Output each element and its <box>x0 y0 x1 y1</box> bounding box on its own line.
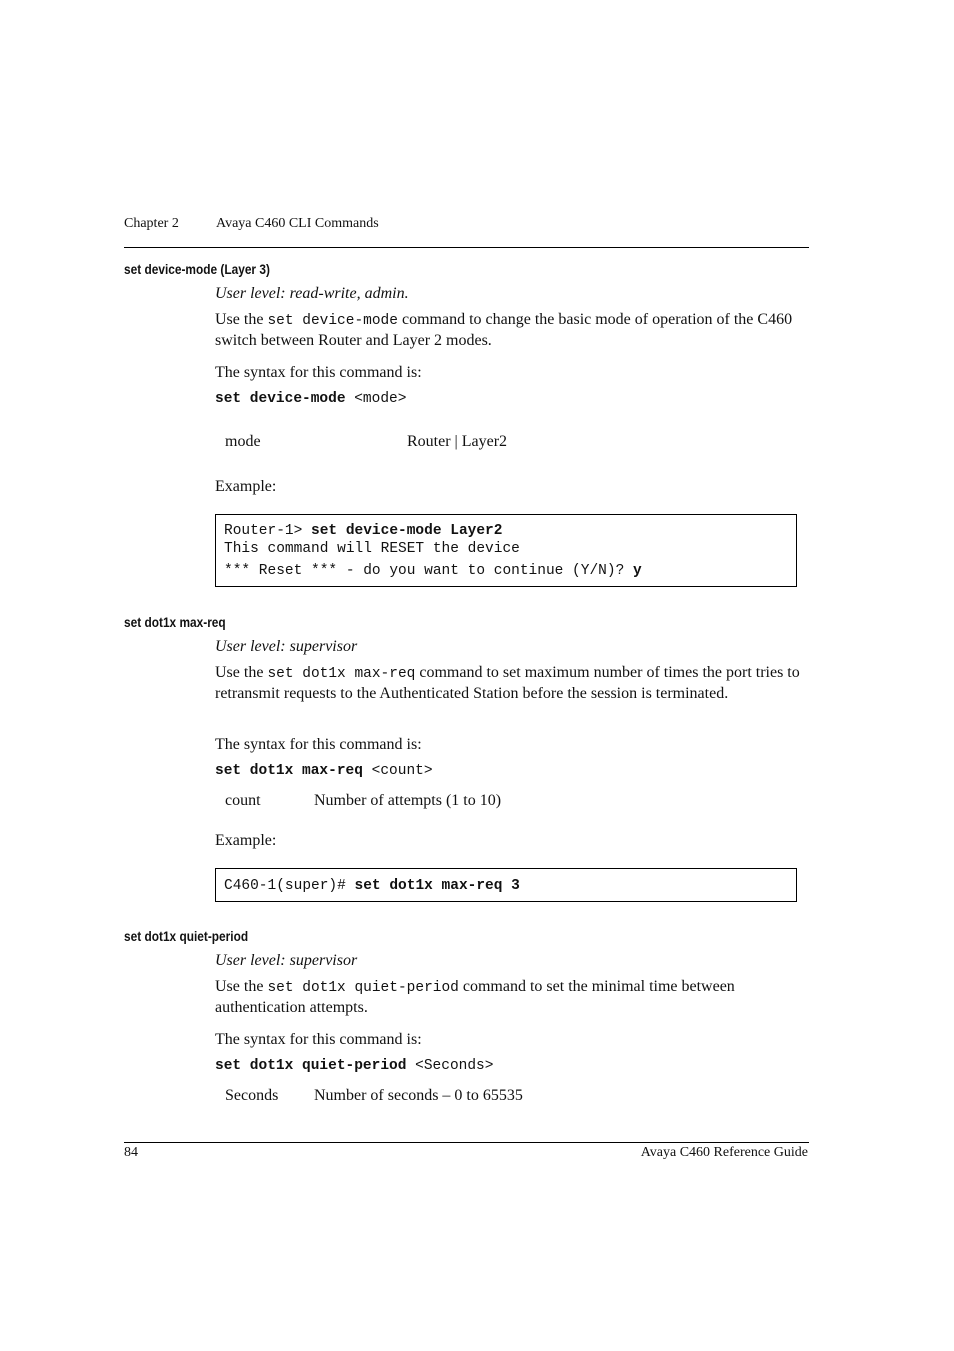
parameter-description: Number of attempts (1 to 10) <box>314 792 502 809</box>
code-answer: y <box>632 563 642 579</box>
description <box>215 663 809 703</box>
syntax-line <box>215 389 406 407</box>
description-text: Use the <box>215 311 268 328</box>
footer-rule <box>124 1142 809 1143</box>
page-number: 84 <box>124 1145 138 1160</box>
code-command: set device-mode Layer2 <box>311 523 503 539</box>
section-heading: set dot1x max-req <box>124 615 226 630</box>
syntax-intro: The syntax for this command is: <box>215 736 422 753</box>
description <box>215 310 809 350</box>
section-heading: set dot1x quiet-period <box>124 929 249 944</box>
syntax-line <box>215 761 433 779</box>
parameter-name: count <box>225 792 261 809</box>
section-heading: set device-mode (Layer 3) <box>124 262 270 277</box>
syntax-argument: <Seconds> <box>406 1058 494 1074</box>
code-line <box>224 876 520 894</box>
example-code-box <box>215 514 797 587</box>
description <box>215 977 809 1017</box>
parameter-name: Seconds <box>225 1087 279 1104</box>
code-line <box>224 561 642 579</box>
example-label: Example: <box>215 478 277 495</box>
header-rule <box>124 247 809 248</box>
description-command: set device-mode <box>267 313 398 329</box>
parameter-description: Router | Layer2 <box>407 433 508 450</box>
header-chapter: Chapter 2 <box>124 216 179 231</box>
header-title: Avaya C460 CLI Commands <box>216 216 379 231</box>
description-command: set dot1x max-req <box>267 666 416 682</box>
description-text: Use the <box>215 664 268 681</box>
code-prompt: Router-1> <box>224 523 312 539</box>
user-level: User level: read-write, admin. <box>215 285 409 302</box>
code-line <box>224 521 502 539</box>
syntax-command: set dot1x quiet-period <box>215 1058 407 1074</box>
syntax-intro: The syntax for this command is: <box>215 364 422 381</box>
syntax-argument: <count> <box>362 763 433 779</box>
footer-title: Avaya C460 Reference Guide <box>640 1145 808 1160</box>
parameter-name: mode <box>225 433 261 450</box>
code-command: set dot1x max-req 3 <box>354 878 520 894</box>
syntax-argument: <mode> <box>345 391 407 407</box>
description-command: set dot1x quiet-period <box>267 980 459 996</box>
description-text: command to set maximum number of times the port tries to retransmit requests to the Authenticated Station before the session is terminated. <box>215 664 800 702</box>
user-level: User level: supervisor <box>215 638 358 655</box>
parameter-description: Number of seconds – 0 to 65535 <box>314 1087 523 1104</box>
code-line: This command will RESET the device <box>224 541 520 557</box>
syntax-command: set device-mode <box>215 391 346 407</box>
example-code-box <box>215 868 797 902</box>
description-text: Use the <box>215 978 268 995</box>
example-label: Example: <box>215 832 277 849</box>
description-text: command to set the minimal time between authentication attempts. <box>215 978 735 1016</box>
code-prompt: C460-1(super)# <box>224 878 355 894</box>
user-level: User level: supervisor <box>215 952 358 969</box>
code-output: *** Reset *** - do you want to continue (Y/N)? <box>224 563 633 579</box>
description-text: command to change the basic mode of operation of the C460 switch between Router and Layer 2 modes. <box>215 311 793 349</box>
syntax-intro: The syntax for this command is: <box>215 1031 422 1048</box>
syntax-line <box>215 1056 493 1074</box>
syntax-command: set dot1x max-req <box>215 763 363 779</box>
